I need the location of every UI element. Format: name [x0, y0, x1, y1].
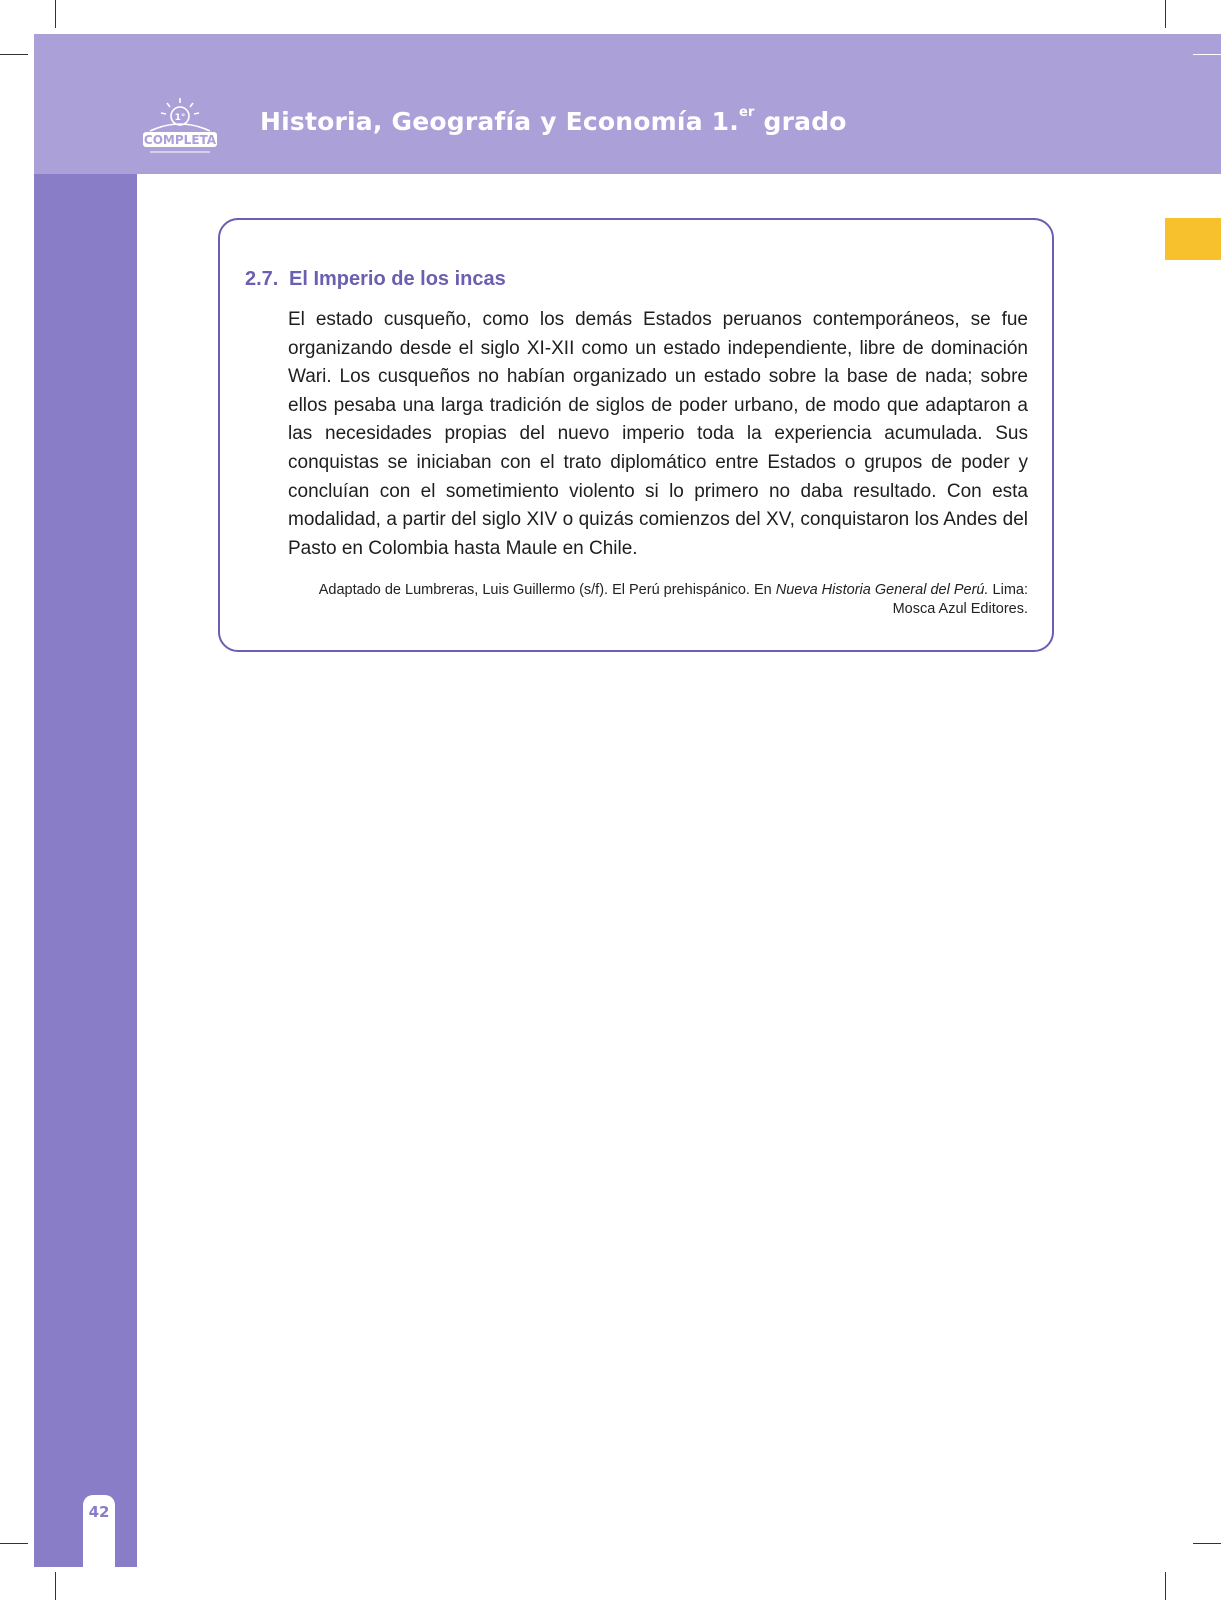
crop-mark — [1193, 54, 1221, 55]
svg-text:1°: 1° — [174, 113, 186, 123]
crop-mark — [1165, 1572, 1166, 1600]
crop-mark — [1165, 0, 1166, 28]
header-title-superscript: er — [738, 105, 755, 120]
svg-text:COMPLETA: COMPLETA — [143, 133, 217, 147]
citation-title: Nueva Historia General del Perú. — [775, 582, 989, 598]
crop-mark — [0, 54, 28, 55]
crop-mark — [55, 0, 56, 28]
citation-suffix: Lima: Mosca Azul Editores. — [892, 582, 1028, 617]
crop-mark — [55, 1572, 56, 1600]
section-color-tab — [1165, 218, 1221, 260]
header-title-main: Historia, Geografía y Economía 1. — [260, 107, 739, 136]
section-number: 2.7. — [245, 268, 279, 290]
header-title-suffix: grado — [754, 107, 847, 136]
crop-mark — [1193, 1543, 1221, 1544]
section-heading — [245, 268, 506, 291]
header-title — [260, 107, 847, 136]
section-title: El Imperio de los incas — [289, 268, 506, 290]
page-number: 42 — [88, 1503, 110, 1521]
jornada-escolar-completa-logo — [140, 95, 220, 157]
body-paragraph: El estado cusqueño, como los demás Estados peruanos contemporáneos, se fue organizando desde el siglo XI-XII como un estado independiente, libre de dominación Wari. Los cusqueños no habían organizado un estado sobre la base de nada; sobre ellos pesaba una larga tradición de siglos de poder urbano, de modo que adaptaron a las necesidades propias del nuevo imperio toda la experiencia acumulada. Sus conquistas se iniciaban con el trato diplomático entre Estados o grupos de poder y concluían con el sometimiento violento si lo primero no daba resultado. Con esta modalidad, a partir del siglo XIV o quizás comienzos del XV, conquistaron los Andes del Pasto en Colombia hasta Maule en Chile. — [288, 309, 1028, 559]
side-band — [34, 174, 137, 1567]
citation — [284, 581, 1028, 619]
citation-prefix: Adaptado de Lumbreras, Luis Guillermo (s/f). El Perú prehispánico. En — [318, 582, 776, 598]
crop-mark — [0, 1543, 28, 1544]
